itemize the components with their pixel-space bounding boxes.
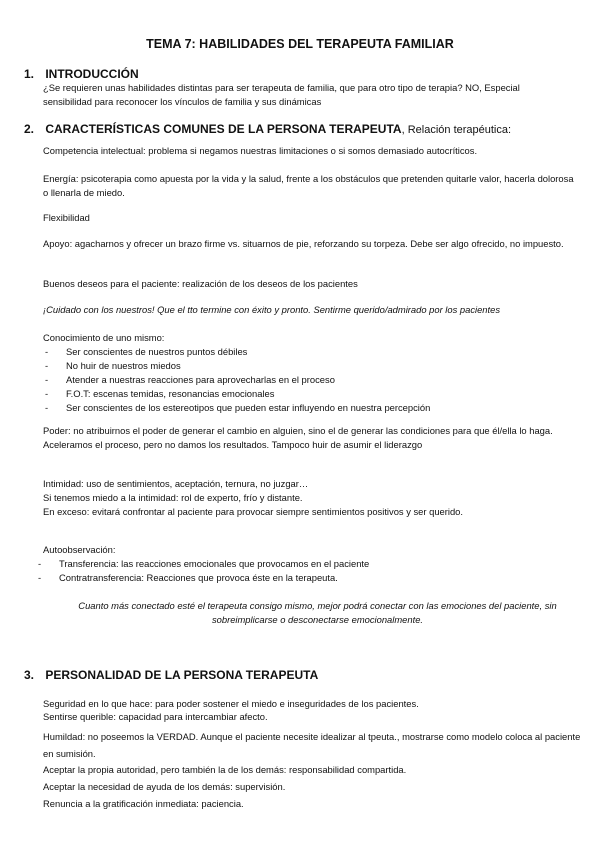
section-2-heading: [24, 122, 511, 136]
list-item: - Transferencia: las reacciones emocionales que provocamos en el paciente: [38, 558, 370, 569]
quote-line-1: Cuanto más conectado esté el terapeuta consigo mismo, mejor podrá conectar con las emociones del paciente, sin: [78, 600, 557, 611]
section-2-number: 2.: [24, 122, 35, 136]
autoobservacion-title: Autoobservación:: [43, 544, 116, 555]
autoridad-text: Aceptar la propia autoridad, pero también la de los demás: responsabilidad compartida.: [43, 764, 407, 775]
intimidad-line-3: En exceso: evitará confrontar al paciente para provocar siempre sentimientos positivos y ser querido.: [43, 506, 464, 517]
section-3-title: PERSONALIDAD DE LA PERSONA TERAPEUTA: [45, 668, 319, 682]
list-item: - F.O.T: escenas temidas, resonancias emocionales: [45, 388, 275, 399]
competencia-text: Competencia intelectual: problema si negamos nuestras limitaciones o si somos demasiado autocríticos.: [43, 145, 478, 156]
list-item: - Ser conscientes de los estereotipos que pueden estar influyendo en nuestra percepción: [45, 402, 431, 413]
list-item: - Atender a nuestras reacciones para aprovecharlas en el proceso: [45, 374, 335, 385]
autoobservacion-list: [38, 557, 369, 585]
energia-text: Energía: psicoterapia como apuesta por la vida y la salud, frente a los obstáculos que pretenden quitarle valor, hacerla dolorosa o llenarla de miedo.: [43, 173, 574, 198]
flexibilidad-text: Flexibilidad: [43, 212, 90, 223]
list-item: - No huir de nuestros miedos: [45, 360, 181, 371]
list-item: - Ser conscientes de nuestros puntos débiles: [45, 346, 248, 357]
section-1-heading: [24, 67, 139, 81]
poder-text: Poder: no atribuirnos el poder de generar el cambio en alguien, sino el de generar las condiciones para que él/ella lo haga. Aceleramos el proceso, pero no damos los resultados. Tampoco huir de asumir el liderazgo: [43, 425, 553, 450]
section-3-number: 3.: [24, 668, 35, 682]
section-1-text: ¿Se requieren unas habilidades distintas para ser terapeuta de familia, que para otro tipo de terapia? NO, Especial sensibilidad para reconocer los vínculos de familia y sus dinámicas: [43, 82, 520, 107]
list-item: - Contratransferencia: Reacciones que provoca éste en la terapeuta.: [38, 572, 338, 583]
section-3-heading: [24, 668, 318, 682]
cuidado-text: ¡Cuidado con los nuestros! Que el tto termine con éxito y pronto. Sentirme querido/admirado por los pacientes: [43, 304, 501, 315]
quote-line-2: sobreimplicarse o desconectarse emocionalmente.: [211, 614, 424, 625]
section-2-title: CARACTERÍSTICAS COMUNES DE LA PERSONA TERAPEUTA: [45, 122, 402, 136]
section-2-subtitle: , Relación terapéutica:: [401, 124, 512, 136]
intimidad-line-2: Si tenemos miedo a la intimidad: rol de experto, frío y distante.: [43, 492, 303, 503]
conocimiento-title: Conocimiento de uno mismo:: [43, 332, 165, 343]
intimidad-line-1: Intimidad: uso de sentimientos, aceptación, ternura, no juzgar…: [43, 478, 309, 489]
renuncia-text: Renuncia a la gratificación inmediata: paciencia.: [43, 798, 244, 809]
ayuda-text: Aceptar la necesidad de ayuda de los demás: supervisión.: [43, 781, 286, 792]
seguridad-text: Seguridad en lo que hace: para poder sostener el miedo e inseguridades de los pacientes.: [43, 698, 419, 709]
section-1-title: INTRODUCCIÓN: [45, 67, 139, 81]
buenos-deseos-text: Buenos deseos para el paciente: realización de los deseos de los pacientes: [43, 278, 358, 289]
apoyo-text: Apoyo: agacharnos y ofrecer un brazo firme vs. situarnos de pie, reforzando su torpeza. Debe ser algo ofrecido, no impuesto.: [43, 238, 564, 249]
querible-text: Sentirse querible: capacidad para intercambiar afecto.: [43, 711, 268, 722]
conocimiento-list: [45, 345, 430, 415]
section-1-number: 1.: [24, 67, 35, 81]
humildad-text: Humildad: no poseemos la VERDAD. Aunque el paciente necesite idealizar al tpeuta., mostrarse como modelo coloca al paciente en sumisión.: [43, 731, 581, 759]
document-title: TEMA 7: HABILIDADES DEL TERAPEUTA FAMILIAR: [146, 37, 454, 51]
